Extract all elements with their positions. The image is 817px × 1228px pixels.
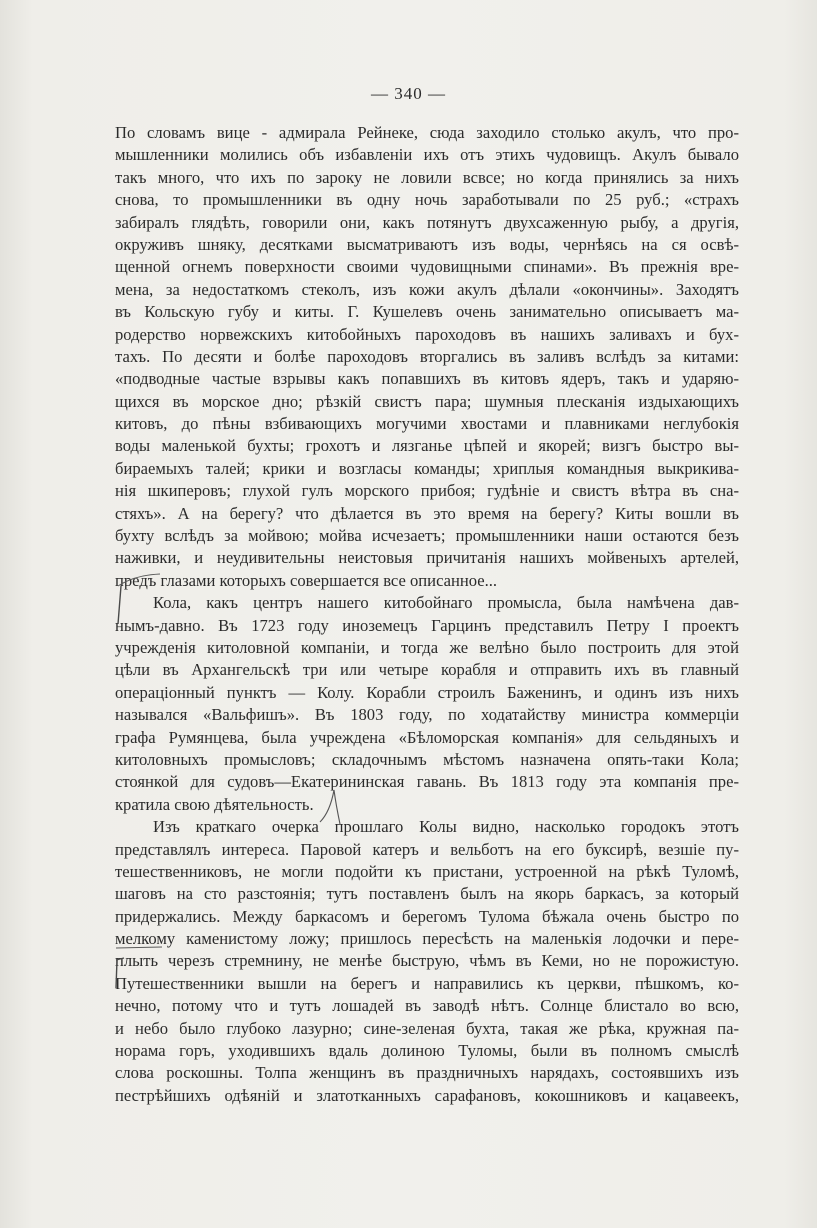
text-line: слова роскошны. Толпа женщинъ въ праздничныхъ нарядахъ, состоявшихъ изъ — [115, 1063, 739, 1083]
page-number: — 340 — — [371, 84, 446, 103]
text-line: графа Румянцева, была учреждена «Бѣломорская компанія» для сельдяныхъ и — [115, 727, 739, 747]
text-line: бухту вслѣдъ за мойвою; мойва исчезаетъ; промышленники наши остаются безъ — [115, 526, 739, 546]
text-line: щенной огнемъ поверхности своими чудовищными спинами». Въ прежнія вре- — [115, 257, 739, 277]
text-line: стоянкой для судовъ—Екатерининская гавань. Въ 1813 году эта компанія пре- — [115, 772, 739, 792]
text-line: такъ много, что ихъ по зароку не ловили всвсе; но когда принялись за нихъ — [115, 167, 739, 187]
text-line: тахъ. По десяти и болѣе пароходовъ вторгались въ заливъ вслѣдъ за китами: — [115, 346, 739, 366]
text-line: китовъ, до пѣны взбивающихъ могучими хвостами и плавниками неглубокія — [115, 414, 739, 434]
text-line: забиралъ глядѣть, говорили они, какъ потянутъ двухсаженную рыбу, а другія, — [115, 212, 739, 232]
text-line: окруживъ шняку, десятками высматриваютъ изъ воды, чернѣясь на ся освѣ- — [115, 234, 739, 254]
text-line: и небо было глубоко лазурно; сине-зеленая бухта, такая же рѣка, кружная па- — [115, 1018, 739, 1038]
text-line: въ Кольскую губу и киты. Г. Кушелевъ очень занимательно описываетъ ма- — [115, 302, 739, 322]
text-line: придержались. Между баркасомъ и берегомъ Тулома бѣжала очень быстро по — [115, 906, 739, 926]
text-line: норама горъ, уходившихъ вдаль долиною Туломы, были въ полномъ смыслѣ — [115, 1041, 739, 1061]
text-line: представлялъ интереса. Паровой катеръ и вельботъ на его буксирѣ, везшіе пу- — [115, 839, 739, 859]
text-line: шаговъ на сто разстоянія; тутъ поставленъ былъ на якорь баркасъ, за который — [115, 884, 739, 904]
text-line: учрежденія китоловной компаніи, и тогда же велѣно было построить для этой — [115, 637, 739, 657]
text-line: мена, за недостаткомъ стеколъ, изъ кожи акулъ дѣлали «окончины». Заходятъ — [115, 279, 739, 299]
paragraph-start-line: Кола, какъ центръ нашего китобойнаго промысла, была намѣчена дав- — [153, 593, 739, 613]
text-line: «подводные частые взрывы какъ попавшихъ въ китовъ ядеръ, такъ и ударяю- — [115, 369, 739, 389]
text-line: цѣли въ Архангельскѣ три или четыре корабля и отправить ихъ въ главный — [115, 660, 739, 680]
text-line: нечно, потому что и тутъ лошадей въ заводѣ нѣтъ. Солнце блистало во всю, — [115, 996, 739, 1016]
paragraph-end-line: предъ глазами которыхъ совершается все описанное... — [115, 570, 498, 590]
text-line: Путешественники вышли на берегъ и направились къ церкви, пѣшкомъ, ко- — [115, 973, 739, 993]
text-line: пестрѣйшихъ одѣяній и златотканныхъ сарафановъ, кокошниковъ и кацавеекъ, — [115, 1085, 739, 1105]
text-line: мелкому каменистому ложу; пришлось пересѣсть на маленькія лодочки и пере- — [115, 929, 739, 949]
text-line: нымъ-давно. Въ 1723 году иноземецъ Гарцинъ представилъ Петру I проектъ — [115, 615, 739, 635]
paragraph-start-line: Изъ краткаго очерка прошлаго Колы видно, насколько городокъ этотъ — [153, 817, 739, 837]
text-line: китоловныхъ промысловъ; складочнымъ мѣстомъ назначена опять-таки Кола; — [115, 749, 739, 769]
text-line: плыть черезъ стремнину, не менѣе быструю, чѣмъ въ Кеми, но не порожистую. — [115, 951, 739, 971]
text-line: щихся въ морское дно; рѣзкій свистъ пара; шумныя плесканія издыхающихъ — [115, 391, 739, 411]
paragraph-end-line: кратила свою дѣятельность. — [115, 794, 314, 814]
text-line — [115, 1107, 739, 1129]
text-line: По словамъ вице - адмирала Рейнеке, сюда заходило столько акулъ, что про- — [115, 123, 739, 142]
text-line: операціонный пунктъ — Колу. Корабли строилъ Баженинъ, и одинъ изъ нихъ — [115, 682, 739, 702]
text-line: наживки, и неудивительны неистовыя причитанія нашихъ мойвеныхъ артелей, — [115, 548, 739, 568]
text-line: назывался «Вальфишъ». Въ 1803 году, по ходатайству министра коммерціи — [115, 705, 739, 725]
text-line: родерство норвежскихъ китобойныхъ пароходовъ въ нашихъ заливахъ и бух- — [115, 324, 739, 344]
text-line: мышленники молились объ избавленіи ихъ отъ этихъ чудовищъ. Акулъ бывало — [115, 145, 739, 165]
text-line: воды маленькой бухты; грохотъ и лязганье цѣпей и якорей; визгъ быстро вы- — [115, 436, 739, 456]
text-line: бираемыхъ талей; крики и возгласы команды; хриплыя командныя выкрикива- — [115, 458, 739, 478]
body-text — [115, 122, 739, 1130]
text-line: тешественниковъ, не могли подойти къ пристани, устроенной на рѣкѣ Туломѣ, — [115, 861, 739, 881]
text-line: нія шкиперовъ; глухой гулъ морского прибоя; гудѣніе и свистъ вѣтра въ сна- — [115, 481, 739, 501]
text-line: стяхъ». А на берегу? что дѣлается въ это время на берегу? Киты вошли въ — [115, 503, 739, 523]
text-line: снова, то промышленники въ одну ночь заработывали по 25 руб.; «страхъ — [115, 190, 739, 210]
